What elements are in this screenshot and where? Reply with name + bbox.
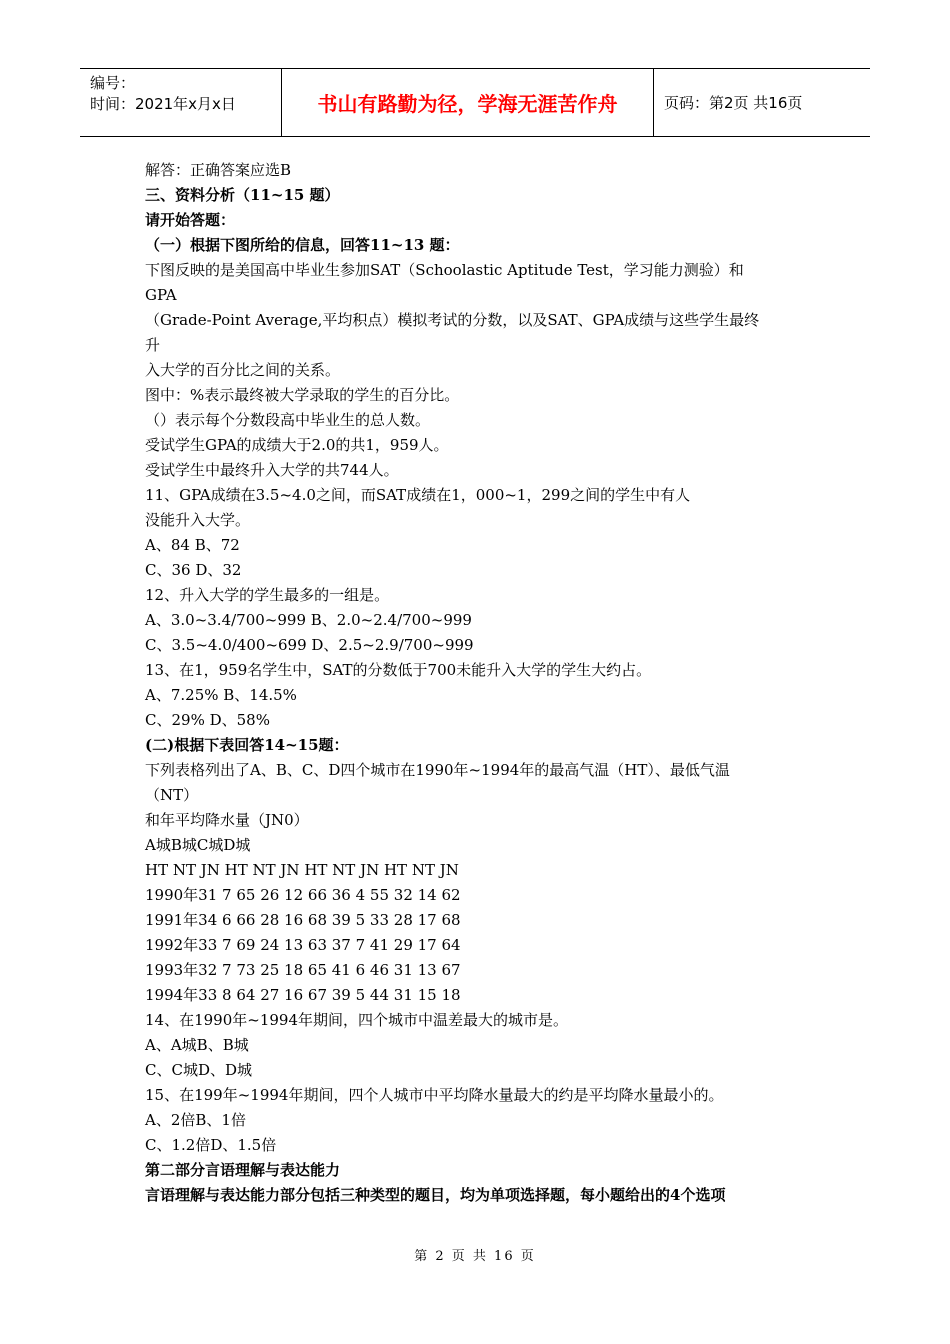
text-line: 言语理解与表达能力部分包括三种类型的题目，均为单项选择题，每小题给出的4个选项 bbox=[145, 1186, 726, 1204]
text-line: C、3.5~4.0/400~699 D、2.5~2.9/700~999 bbox=[145, 636, 474, 654]
text-line: 1993年32 7 73 25 18 65 41 6 46 31 13 67 bbox=[145, 961, 461, 979]
text-line: 和年平均降水量（JN0） bbox=[145, 811, 309, 829]
text-line: （Grade-Point Average,平均积点）模拟考试的分数，以及SAT、GPA成绩与这些学生最终 bbox=[145, 311, 760, 329]
header-motto: 书山有路勤为径，学海无涯苦作舟 bbox=[282, 69, 654, 136]
text-line: A、3.0~3.4/700~999 B、2.0~2.4/700~999 bbox=[145, 611, 472, 629]
time-label: 时间：2021年x月x日 bbox=[90, 95, 236, 113]
text-line: 1990年31 7 65 26 12 66 36 4 55 32 14 62 bbox=[145, 886, 461, 904]
number-label: 编号： bbox=[90, 74, 136, 92]
text-line: 15、在199年~1994年期间，四个人城市中平均降水量最大的约是平均降水量最小的。 bbox=[145, 1086, 724, 1104]
text-line: C、29% D、58% bbox=[145, 711, 270, 729]
text-line: 第二部分言语理解与表达能力 bbox=[145, 1161, 341, 1179]
text-line: 11、GPA成绩在3.5~4.0之间，而SAT成绩在1，000~1，299之间的学生中有人 bbox=[145, 486, 691, 504]
text-line: 1992年33 7 69 24 13 63 37 7 41 29 17 64 bbox=[145, 936, 461, 954]
text-line: 图中：%表示最终被大学录取的学生的百分比。 bbox=[145, 386, 460, 404]
text-line: C、36 D、32 bbox=[145, 561, 242, 579]
document-body bbox=[145, 158, 815, 1208]
header-page-label: 页码：第2页 共16页 bbox=[664, 94, 803, 112]
text-line: 13、在1，959名学生中，SAT的分数低于700未能升入大学的学生大约占。 bbox=[145, 661, 652, 679]
text-line: 14、在1990年~1994年期间，四个城市中温差最大的城市是。 bbox=[145, 1011, 569, 1029]
text-line: C、1.2倍D、1.5倍 bbox=[145, 1136, 277, 1154]
text-line: 1994年33 8 64 27 16 67 39 5 44 31 15 18 bbox=[145, 986, 461, 1004]
text-line: C、C城D、D城 bbox=[145, 1061, 253, 1079]
text-line: A、A城B、B城 bbox=[145, 1036, 249, 1054]
text-line: A、84 B、72 bbox=[145, 536, 240, 554]
text-line: 没能升入大学。 bbox=[145, 511, 251, 529]
text-line: 受试学生中最终升入大学的共744人。 bbox=[145, 461, 399, 479]
text-line: 三、资料分析（11~15 题） bbox=[145, 186, 340, 204]
text-line: （）表示每个分数段高中毕业生的总人数。 bbox=[145, 411, 431, 429]
text-line: 1991年34 6 66 28 16 68 39 5 33 28 17 68 bbox=[145, 911, 461, 929]
text-line: 下图反映的是美国高中毕业生参加SAT（Schoolastic Aptitude Test，学习能力测验）和 bbox=[145, 261, 744, 279]
text-line: A城B城C城D城 bbox=[145, 836, 251, 854]
text-line: 升 bbox=[145, 336, 161, 354]
text-line: HT NT JN HT NT JN HT NT JN HT NT JN bbox=[145, 861, 459, 879]
text-line: 12、升入大学的学生最多的一组是。 bbox=[145, 586, 390, 604]
header-meta bbox=[80, 69, 282, 136]
text-line: 下列表格列出了A、B、C、D四个城市在1990年~1994年的最高气温（HT）、最低气温 bbox=[145, 761, 730, 779]
text-line: 入大学的百分比之间的关系。 bbox=[145, 361, 341, 379]
text-line: GPA bbox=[145, 286, 177, 304]
text-line: （一）根据下图所给的信息，回答11~13 题： bbox=[145, 236, 460, 254]
text-line: 受试学生GPA的成绩大于2.0的共1，959人。 bbox=[145, 436, 449, 454]
page-footer: 第 2 页 共 16 页 bbox=[414, 1249, 536, 1264]
text-line: 解答：正确答案应选B bbox=[145, 161, 292, 179]
text-line: A、2倍B、1倍 bbox=[145, 1111, 246, 1129]
text-line: 请开始答题： bbox=[145, 211, 236, 229]
page-header bbox=[80, 68, 870, 137]
text-line: （NT） bbox=[145, 786, 199, 804]
text-line: (二)根据下表回答14~15题： bbox=[145, 736, 349, 754]
text-line: A、7.25% B、14.5% bbox=[145, 686, 297, 704]
